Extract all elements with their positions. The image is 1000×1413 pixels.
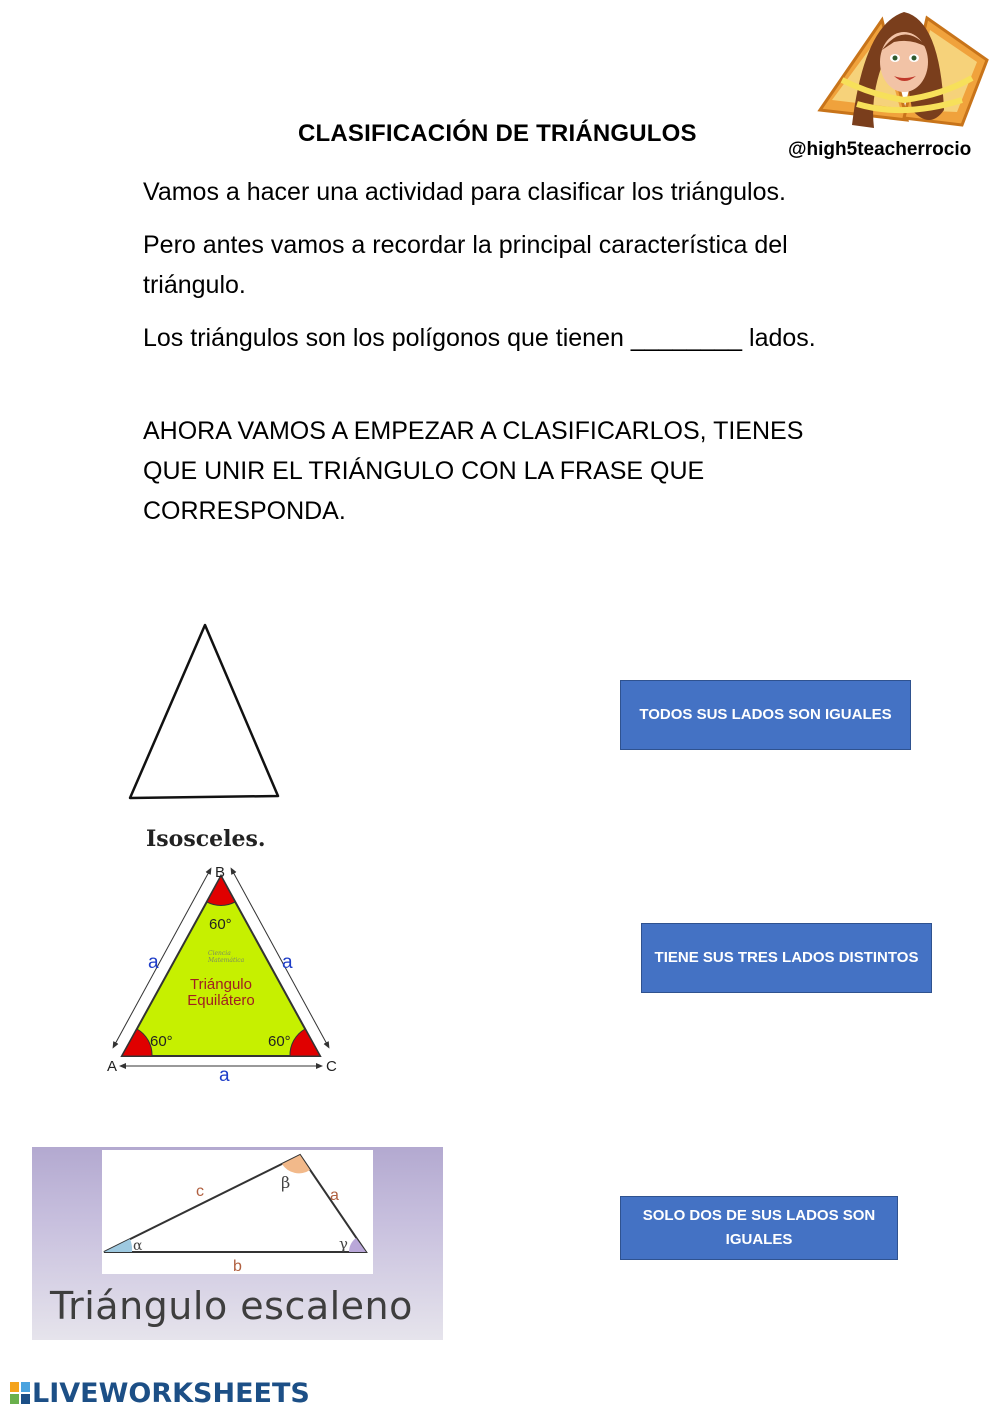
equilateral-name-line1: Triángulo — [190, 976, 252, 993]
liveworksheets-logo — [10, 1378, 310, 1409]
scalene-caption: Triángulo escaleno — [50, 1284, 413, 1328]
outline-triangle-image[interactable] — [126, 620, 286, 806]
angle-left-label: 60° — [150, 1033, 173, 1050]
scalene-alpha: α — [133, 1238, 143, 1254]
scalene-diagram — [102, 1150, 373, 1274]
equilateral-name-line2: Equilátero — [187, 992, 255, 1009]
fill-blank-paragraph — [143, 318, 873, 358]
answer-card-all-different[interactable]: TIENE SUS TRES LADOS DISTINTOS — [641, 923, 932, 993]
reminder-paragraph: Pero antes vamos a recordar la principal característica del triángulo. — [143, 231, 788, 299]
page-title: CLASIFICACIÓN DE TRIÁNGULOS — [298, 120, 697, 147]
liveworksheets-logo-icon — [10, 1382, 30, 1404]
angle-right-label: 60° — [268, 1033, 291, 1050]
vertex-c-label: C — [326, 1058, 337, 1075]
side-left-label: a — [148, 952, 159, 973]
instructions-paragraph: AHORA VAMOS A EMPEZAR A CLASIFICARLOS, TIENES QUE UNIR EL TRIÁNGULO CON LA FRASE QUE CORRESPONDA. — [143, 417, 804, 525]
answer-card-all-equal[interactable]: TODOS SUS LADOS SON IGUALES — [620, 680, 911, 750]
teacher-avatar-icon — [812, 0, 992, 132]
intro-paragraph: Vamos a hacer una actividad para clasificar los triángulos. — [143, 178, 786, 206]
scalene-side-b: b — [233, 1258, 242, 1274]
scalene-side-c: c — [196, 1183, 204, 1200]
author-handle: @high5teacherrocio — [788, 139, 972, 160]
scalene-beta: β — [281, 1173, 291, 1192]
watermark-line2: Matemática — [208, 957, 245, 964]
answer-blank[interactable]: ________ — [630, 324, 743, 352]
vertex-a-label: A — [107, 1058, 118, 1075]
equilateral-triangle-image[interactable] — [102, 860, 347, 1088]
watermark-line1: Ciencia — [208, 950, 231, 957]
vertex-b-label: B — [215, 864, 226, 881]
angle-top-label: 60° — [209, 916, 232, 933]
answer-card-two-equal[interactable]: SOLO DOS DE SUS LADOS SON IGUALES — [620, 1196, 898, 1260]
scalene-gamma: γ — [339, 1235, 348, 1253]
fill-blank-prefix: Los triángulos son los polígonos que tienen — [143, 324, 631, 352]
fill-blank-suffix: lados. — [742, 324, 816, 352]
isosceles-label: Isosceles. — [146, 826, 266, 852]
side-right-label: a — [282, 952, 293, 973]
liveworksheets-brand: LIVEWORKSHEETS — [32, 1378, 310, 1409]
scalene-side-a: a — [330, 1187, 339, 1204]
side-bottom-label: a — [219, 1065, 230, 1086]
